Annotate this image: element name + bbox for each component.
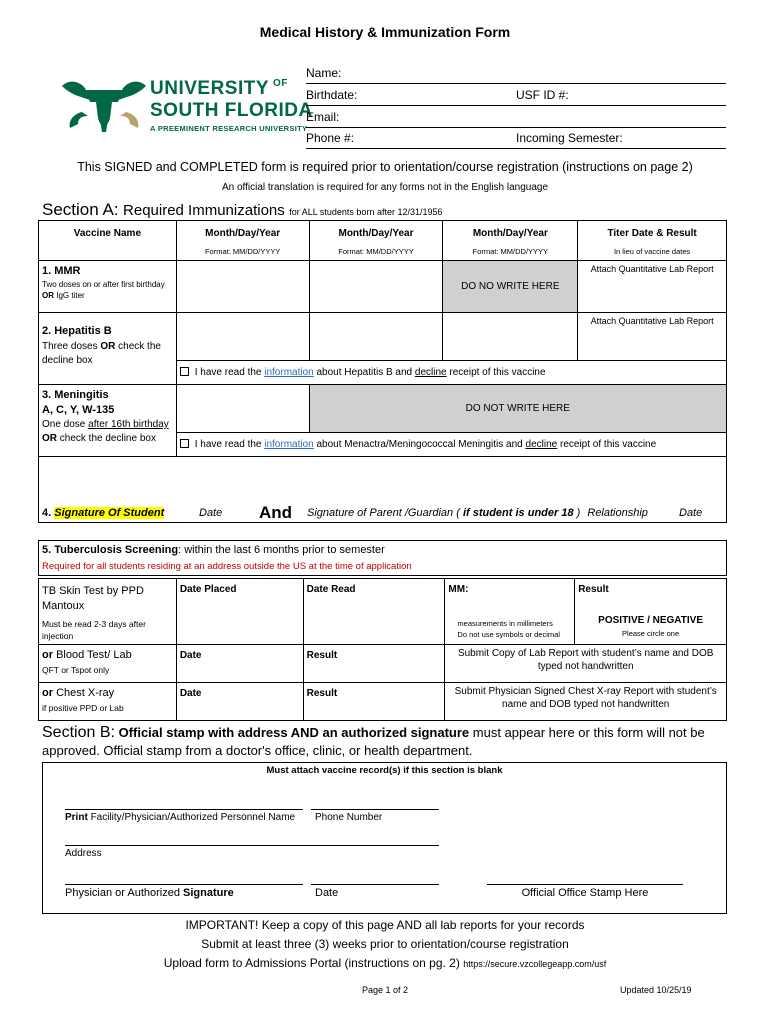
parent-signature-label: Signature of Parent /Guardian ( if student is under 18 ) Relationship [307,507,648,519]
and-label: And [259,503,293,522]
student-date-label: Date [199,507,223,519]
section-b-heading: Section B: Official stamp with address AND an authorized signature must appear here or this form will not be [42,724,705,741]
col-date1[interactable]: Month/Day/Year Format: MM/DD/YYYY [176,221,309,261]
mmr-label: 1. MMR Two doses on or after first birthday OR IgG titer [39,261,177,313]
signed-notice: This SIGNED and COMPLETED form is required prior to orientation/course registration (instructions on page 2) [77,160,693,174]
mening-do-not-write: DO NOT WRITE HERE [309,385,726,433]
address-label: Address [65,848,102,859]
pos-neg-choice[interactable]: POSITIVE / NEGATIVE [598,615,704,626]
immunization-table [38,220,727,523]
translation-notice: An official translation is required for any forms not in the English language [221,182,549,193]
mmr-do-not-write: DO NO WRITE HERE [443,261,578,313]
hepb-date2[interactable] [309,313,443,361]
mmr-titer[interactable]: Attach Quantitative Lab Report [578,261,727,313]
tb-date-placed[interactable]: Date Placed [176,579,303,645]
semester-label: Incoming Semester: [516,131,623,145]
birthdate-label: Birthdate: [306,88,358,102]
name-field[interactable] [306,62,726,84]
tb-required: Required for all students residing at an address outside the US at the time of application [42,561,412,572]
logo-tagline: A PREEMINENT RESEARCH UNIVERSITY [150,124,308,133]
section-a-heading: Section A: Required Immunizations for ALL students born after 12/31/1956 [42,200,443,219]
submit-note: Submit at least three (3) weeks prior to orientation/course registration [201,937,569,951]
parent-date-label: Date [679,507,703,519]
logo-university: UNIVERSITY $^{OF}$ [150,78,288,99]
physician-signature-label: Physician or Authorized Signature [65,887,234,899]
tb-date-read[interactable]: Date Read [303,579,445,645]
hepb-label: 2. Hepatitis B Three doses OR check the decline box [39,313,177,385]
tb-blood-label: or Blood Test/ Lab QFT or Tspot only [39,645,177,683]
mening-row [39,385,727,433]
portal-url[interactable]: https://secure.vzcollegeapp.com/usf [463,959,607,969]
signature-row[interactable] [39,457,727,523]
hepb-date1[interactable] [176,313,309,361]
usf-id-label: USF ID #: [516,88,569,102]
hepb-titer[interactable]: Attach Quantitative Lab Report [578,313,727,361]
hepb-row [39,313,727,361]
tb-mm[interactable]: MM: measurements in millimeters Do not use symbols or decimal [445,579,575,645]
hepb-decline-checkbox[interactable] [180,367,189,376]
tb-xray-date[interactable]: Date [176,683,303,721]
upload-note: Upload form to Admissions Portal (instructions on pg. 2) https://secure.vzcollegeapp.com/usf [163,956,607,970]
col-date3[interactable]: Month/Day/Year Format: MM/DD/YYYY [443,221,578,261]
phone-line[interactable] [311,809,439,810]
email-label: Email: [306,110,340,124]
address-line[interactable] [65,845,439,846]
tb-table [38,578,727,721]
date-label: Date [315,887,339,899]
phone-field[interactable] [306,127,726,149]
tb-xray-submit: Submit Physician Signed Chest X-ray Report with student’s name and DOB typed not handwritten [445,683,727,721]
mening-date1[interactable] [176,385,309,433]
usf-bull-logo-icon [60,72,148,134]
must-attach-note: Must attach vaccine record(s) if this section is blank [266,765,503,776]
col-date2[interactable]: Month/Day/Year Format: MM/DD/YYYY [309,221,443,261]
col-titer[interactable]: Titer Date & Result In lieu of vaccine dates [578,221,727,261]
mening-info-link[interactable]: information [264,439,314,450]
hepb-decline[interactable]: I have read the information about Hepatitis B and decline receipt of this vaccine [176,361,726,385]
mmr-date2[interactable] [309,261,443,313]
mmr-date1[interactable] [176,261,309,313]
page-title: Medical History & Immunization Form [259,24,511,40]
mening-decline-checkbox[interactable] [180,439,189,448]
stamp-line[interactable] [487,884,683,885]
date-line[interactable] [311,884,439,885]
tb-blood-date[interactable]: Date [176,645,303,683]
section-b-box[interactable] [42,762,727,914]
signature-cell[interactable] [39,457,727,523]
name-label: Name: [306,66,342,80]
updated-date: Updated 10/25/19 [620,985,692,995]
tb-blood-submit: Submit Copy of Lab Report with student’s name and DOB typed not handwritten [445,645,727,683]
tb-result[interactable]: Result POSITIVE / NEGATIVE Please circle one [575,579,727,645]
phone-label: Phone Number [315,812,383,823]
print-name-label: Print Facility/Physician/Authorized Personnel Name [65,812,296,823]
col-vaccine-name: Vaccine Name [39,221,177,261]
mening-label: 3. Meningitis A, C, Y, W-135 One dose after 16th birthday OR check the decline box [39,385,177,457]
mening-decline[interactable]: I have read the information about Menactra/Meningococcal Meningitis and decline receipt of this vaccine [176,433,726,457]
phone-label: Phone #: [306,131,355,145]
important-note: IMPORTANT! Keep a copy of this page AND all lab reports for your records [185,918,585,932]
hepb-date3[interactable] [443,313,578,361]
tb-xray-result[interactable]: Result [303,683,445,721]
mmr-row [39,261,727,313]
tb-xray-label: or Chest X-ray if positive PPD or Lab [39,683,177,721]
tb-blood-result[interactable]: Result [303,645,445,683]
tb-title: 5. Tuberculosis Screening: within the last 6 months prior to semester [42,544,385,556]
student-signature-label: 4. Signature Of Student [42,507,165,519]
birthdate-field[interactable] [306,84,726,106]
print-name-line[interactable] [65,809,303,810]
section-b-line2: approved. Official stamp from a doctor's office, clinic, or health department. [42,743,473,758]
physician-signature-line[interactable] [65,884,303,885]
page-number: Page 1 of 2 [361,985,409,995]
tb-header-box [38,540,727,576]
tb-skin-label: TB Skin Test by PPD Mantoux Must be read 2-3 days after injection [39,579,177,645]
stamp-label: Official Office Stamp Here [521,887,649,899]
logo-south-florida: SOUTH FLORIDA [150,100,313,121]
hepb-info-link[interactable]: information [264,367,314,378]
email-field[interactable] [306,106,726,128]
